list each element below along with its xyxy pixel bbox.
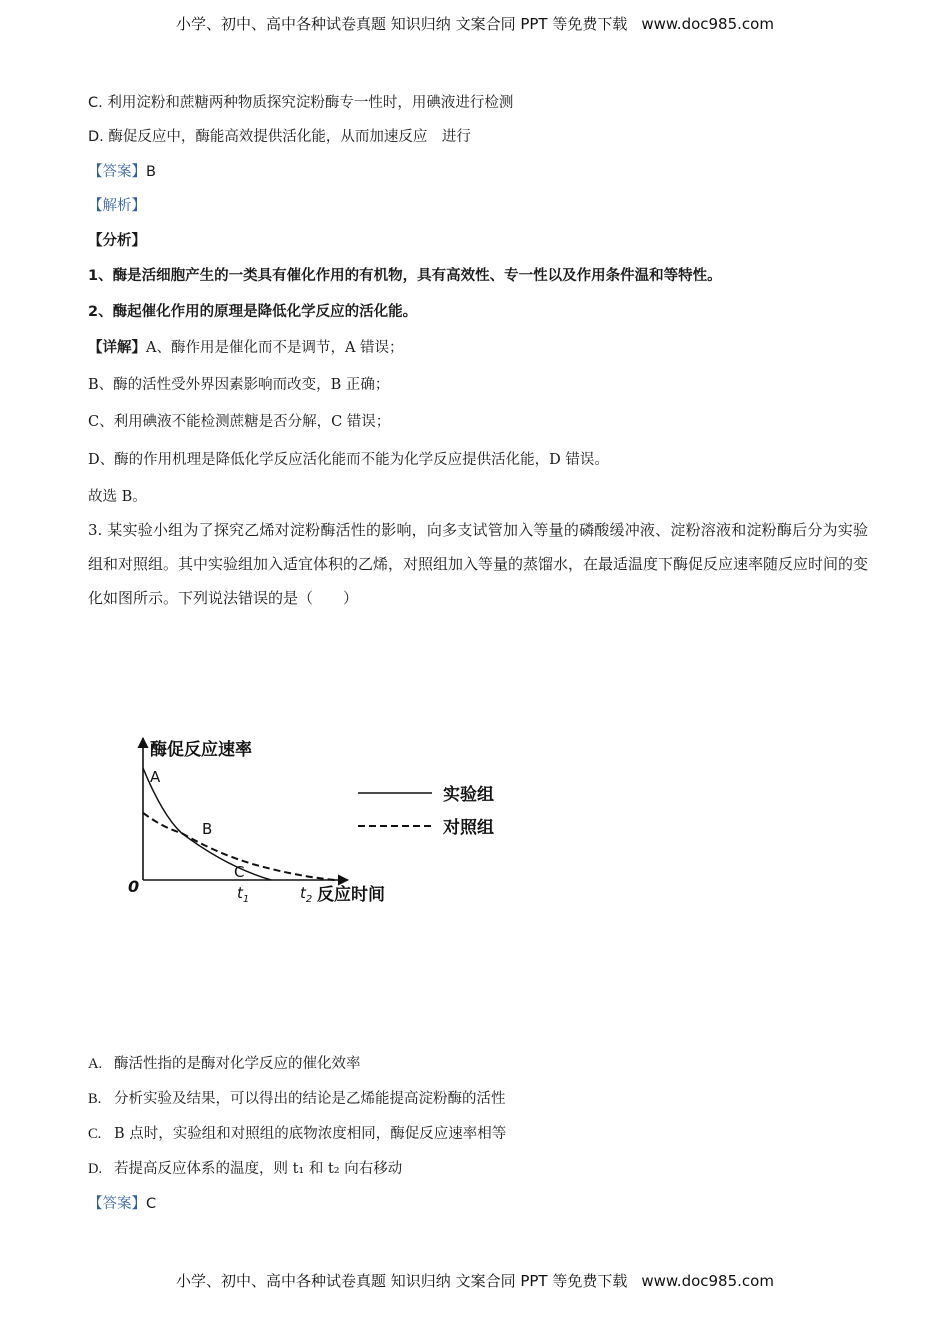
origin-label: 0 [128,877,140,896]
analysis-point-1: 1、酶是活细胞产生的一类具有催化作用的有机物，具有高效性、专一性以及作用条件温和等特性。 [88,268,722,284]
legend-label-control: 对照组 [443,818,494,838]
option-c-text: B 点时，实验组和对照组的底物浓度相同，酶促反应速率相等 [114,1126,507,1142]
option-a[interactable] [88,1052,361,1073]
option-b[interactable] [88,1087,506,1108]
footer-url[interactable]: www.doc985.com [641,1272,774,1290]
option-d-label: D. [88,1161,103,1177]
legend-label-experimental: 实验组 [443,785,494,805]
answer-value: B [146,164,156,180]
detail-d: D、酶的作用机理是降低化学反应活化能而不能为化学反应提供活化能，D 错误。 [88,452,609,468]
conclusion: 故选 B。 [88,489,147,505]
page-header [0,13,950,34]
footer-title: 小学、初中、高中各种试卷真题 知识归纳 文案合同 PPT 等免费下载 [176,1272,628,1290]
option-b-text: 分析实验及结果，可以得出的结论是乙烯能提高淀粉酶的活性 [114,1091,506,1107]
detail-b: B、酶的活性受外界因素影响而改变，B 正确； [88,377,390,393]
enzyme-rate-chart [110,730,530,920]
detail-tag: 【详解】 [88,340,146,356]
prev-option-d: D. 酶促反应中，酶能高效提供活化能，从而加速反应 进行 [88,129,471,145]
page-footer [0,1270,950,1291]
x-tick-t1: $t_1$ [237,884,250,905]
q3-answer-value: C [146,1196,157,1212]
x-tick-t2: $t_2$ [300,884,313,905]
option-a-label: A. [88,1056,103,1072]
prev-answer [88,160,156,181]
option-b-label: B. [88,1091,102,1107]
x-axis-label: 反应时间 [317,885,385,905]
answer-tag: 【答案】 [88,164,146,180]
point-label-a: A [150,768,161,786]
analysis-point-2: 2、酶起催化作用的原理是降低化学反应的活化能。 [88,304,418,320]
detail-c: C、利用碘液不能检测蔗糖是否分解，C 错误； [88,414,391,430]
option-c[interactable] [88,1122,506,1143]
option-d-text: 若提高反应体系的温度，则 t₁ 和 t₂ 向右移动 [114,1161,403,1177]
fenxi-tag: 【分析】 [88,233,146,249]
q3-answer [88,1192,156,1213]
point-label-c: C [234,863,245,881]
question-3-stem: 3. 某实验小组为了探究乙烯对淀粉酶活性的影响，向多支试管加入等量的磷酸缓冲液、淀粉溶液和淀粉酶后分为实验组和对照组。其中实验组加入适宜体积的乙烯，对照组加入等量的蒸馏水，在最适温度下酶促反应速率随反应时间的变化如图所示。下列说法错误的是（ ） [88,521,869,607]
option-c-label: C. [88,1126,102,1142]
jiexi-tag: 【解析】 [88,198,146,214]
detail-a [88,336,404,357]
point-label-b: B [202,820,213,838]
y-axis-label: 酶促反应速率 [150,740,252,760]
option-d[interactable] [88,1157,402,1178]
header-title: 小学、初中、高中各种试卷真题 知识归纳 文案合同 PPT 等免费下载 [176,15,628,33]
header-url[interactable]: www.doc985.com [641,15,774,33]
prev-option-c: C. 利用淀粉和蔗糖两种物质探究淀粉酶专一性时，用碘液进行检测 [88,95,514,111]
detail-a-text: A、酶作用是催化而不是调节，A 错误； [146,340,404,356]
q3-answer-tag: 【答案】 [88,1196,146,1212]
option-a-text: 酶活性指的是酶对化学反应的催化效率 [114,1056,361,1072]
